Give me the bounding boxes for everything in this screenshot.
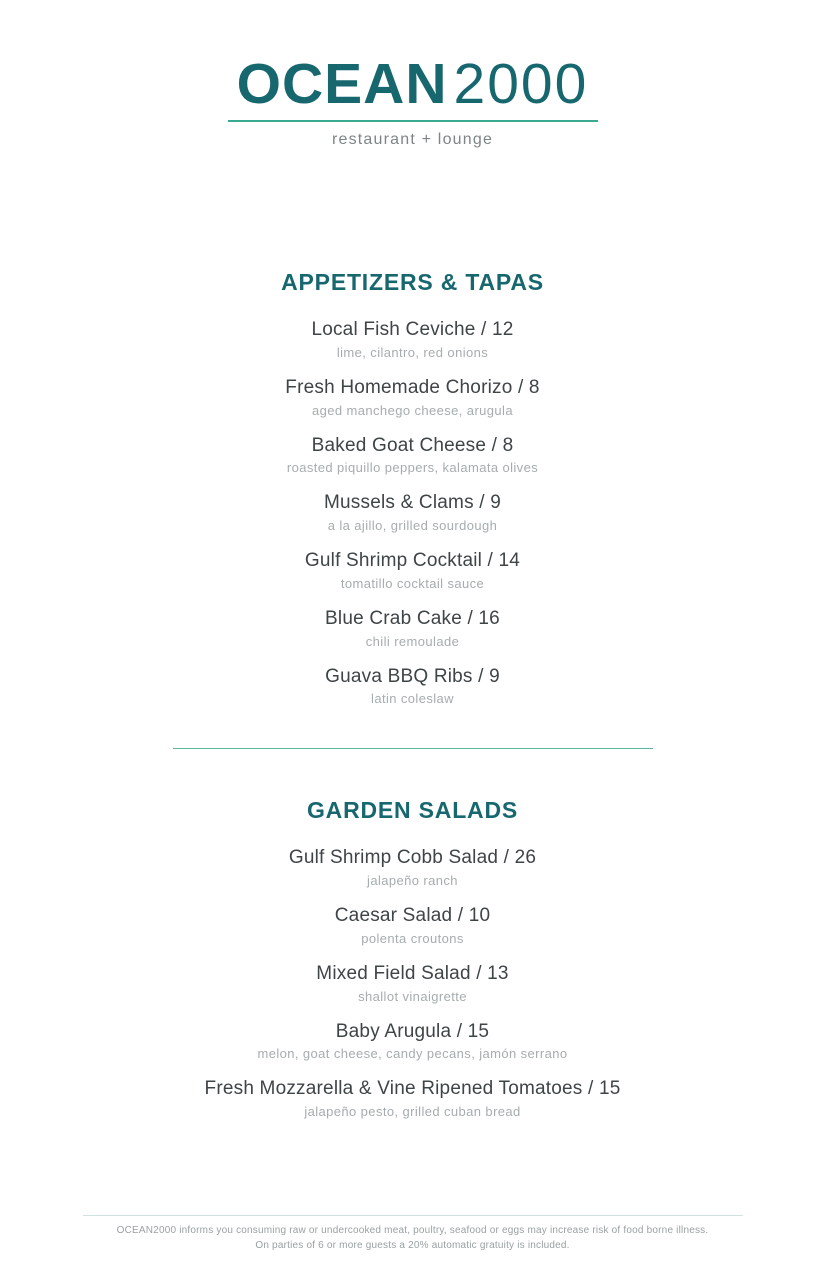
- section-title: GARDEN SALADS: [306, 797, 519, 824]
- menu-item-description: tomatillo cocktail sauce: [340, 575, 485, 591]
- menu-item-name: Guava BBQ Ribs / 9: [325, 665, 500, 687]
- menu-section-garden-salads: [0, 797, 825, 1119]
- menu-item-description: roasted piquillo peppers, kalamata olives: [286, 460, 539, 476]
- menu-item-name: Fresh Homemade Chorizo / 8: [285, 376, 540, 398]
- logo-underline-rule: [228, 120, 598, 122]
- menu-item: [0, 962, 825, 1004]
- menu-item-name: Mussels & Clams / 9: [324, 492, 501, 514]
- footer-line-health-notice: OCEAN2000 informs you consuming raw or undercooked meat, poultry, seafood or eggs may increase risk of food borne illness.: [116, 1225, 709, 1236]
- menu-item-name: Blue Crab Cake / 16: [325, 607, 500, 629]
- menu-item-description: polenta croutons: [361, 930, 464, 946]
- menu-item: [0, 376, 825, 418]
- logo-wordmark: [0, 52, 825, 116]
- menu-item-description: lime, cilantro, red onions: [336, 344, 489, 360]
- menu-item-name: Baked Goat Cheese / 8: [311, 434, 514, 456]
- menu-item: [0, 665, 825, 707]
- section-title: APPETIZERS & TAPAS: [281, 269, 544, 295]
- menu-item: [0, 549, 825, 591]
- menu-item: [0, 904, 825, 946]
- menu-item: [0, 846, 825, 888]
- footer-disclaimer: [0, 1215, 825, 1253]
- menu-item-description: aged manchego cheese, arugula: [312, 402, 513, 418]
- menu-item: [0, 434, 825, 476]
- menu-item: [0, 1020, 825, 1062]
- menu-item-name: Caesar Salad / 10: [334, 905, 491, 926]
- menu-item-description: a la ajillo, grilled sourdough: [327, 518, 498, 533]
- menu-section-appetizers-tapas: [0, 269, 825, 706]
- menu-item-description: chili remoulade: [365, 633, 460, 649]
- menu-item: [0, 1077, 825, 1119]
- menu-item-name: Gulf Shrimp Cocktail / 14: [304, 550, 521, 571]
- menu-item-description: shallot vinaigrette: [358, 988, 467, 1004]
- menu-item: [0, 491, 825, 533]
- logo-ocean-text: OCEAN: [236, 52, 448, 116]
- menu-item-description: melon, goat cheese, candy pecans, jamón serrano: [257, 1046, 568, 1062]
- menu-item-description: latin coleslaw: [371, 691, 454, 707]
- menu-item: [0, 607, 825, 649]
- menu-body: [0, 269, 825, 1119]
- footer-line-gratuity-notice: On parties of 6 or more guests a 20% automatic gratuity is included.: [255, 1239, 570, 1251]
- menu-item-description: jalapeño pesto, grilled cuban bread: [304, 1104, 521, 1119]
- menu-item-name: Baby Arugula / 15: [335, 1020, 490, 1042]
- menu-item-name: Fresh Mozzarella & Vine Ripened Tomatoes / 15: [204, 1078, 621, 1100]
- menu-item-description: jalapeño ranch: [367, 873, 458, 888]
- brand-header: [0, 0, 825, 149]
- footer-divider: [83, 1215, 743, 1216]
- brand-tagline: restaurant + lounge: [331, 131, 494, 148]
- menu-item-name: Gulf Shrimp Cobb Salad / 26: [288, 847, 537, 869]
- menu-item-name: Local Fish Ceviche / 12: [311, 319, 514, 340]
- menu-item: [0, 318, 825, 360]
- logo-2000-text: 2000: [453, 52, 589, 116]
- menu-item-name: Mixed Field Salad / 13: [316, 962, 509, 984]
- section-spacer: [0, 749, 825, 797]
